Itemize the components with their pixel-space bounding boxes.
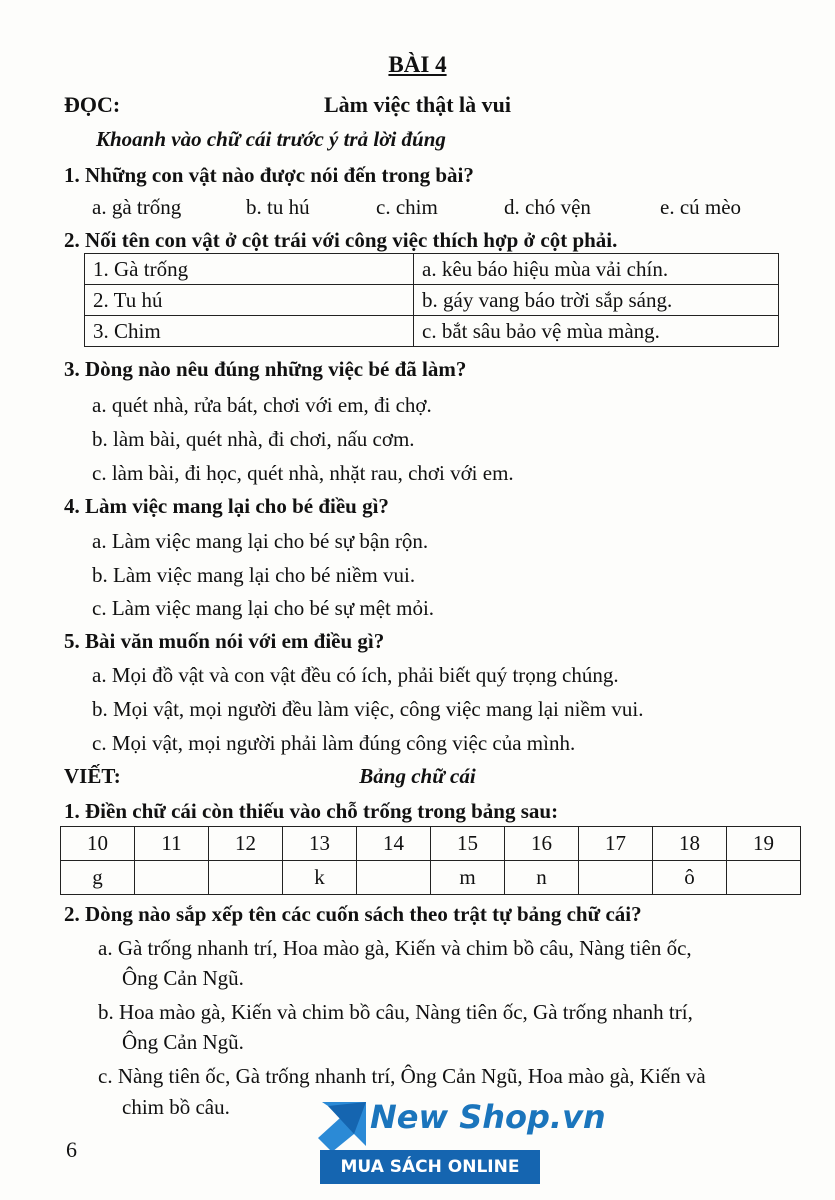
question-5: 5. Bài văn muốn nói với em điều gì? — [64, 629, 385, 653]
w2-option-b: b. Hoa mào gà, Kiến và chim bồ câu, Nàng tiên ốc, Gà trống nhanh trí, — [98, 1000, 693, 1024]
letter-blank-cell[interactable] — [578, 861, 652, 895]
question-1: 1. Những con vật nào được nói đến trong bài? — [64, 163, 474, 187]
alphabet-table — [60, 826, 801, 895]
letter-row — [61, 861, 801, 895]
number-cell: 11 — [135, 827, 209, 861]
animal-cell: 3. Chim — [85, 316, 414, 347]
number-cell: 18 — [652, 827, 726, 861]
number-row — [61, 827, 801, 861]
q3-option: a. quét nhà, rửa bát, chơi với em, đi chợ. — [92, 393, 432, 417]
q5-option: b. Mọi vật, mọi người đều làm việc, công việc mang lại niềm vui. — [92, 697, 644, 721]
number-cell: 12 — [208, 827, 282, 861]
table-row — [85, 254, 779, 285]
number-cell: 13 — [282, 827, 356, 861]
letter-cell: m — [430, 861, 504, 895]
w2-option-c-cont: chim bồ câu. — [122, 1095, 230, 1119]
animal-cell: 1. Gà trống — [85, 254, 414, 285]
table-row — [85, 316, 779, 347]
w2-option-c: c. Nàng tiên ốc, Gà trống nhanh trí, Ông Cản Ngũ, Hoa mào gà, Kiến và — [98, 1064, 706, 1088]
job-cell: a. kêu báo hiệu mùa vải chín. — [414, 254, 779, 285]
letter-cell: n — [504, 861, 578, 895]
number-cell: 15 — [430, 827, 504, 861]
matching-table — [84, 253, 779, 347]
reading-title: Làm việc thật là vui — [324, 92, 511, 117]
letter-cell: ô — [652, 861, 726, 895]
animal-cell: 2. Tu hú — [85, 285, 414, 316]
writing-question-2: 2. Dòng nào sắp xếp tên các cuốn sách theo trật tự bảng chữ cái? — [64, 902, 642, 926]
number-cell: 14 — [356, 827, 430, 861]
number-cell: 16 — [504, 827, 578, 861]
letter-blank-cell[interactable] — [726, 861, 800, 895]
letter-cell: g — [61, 861, 135, 895]
number-cell: 19 — [726, 827, 800, 861]
w2-option-a-cont: Ông Cản Ngũ. — [122, 966, 244, 990]
writing-label: VIẾT: — [64, 764, 121, 788]
reading-label: ĐỌC: — [64, 92, 121, 117]
letter-blank-cell[interactable] — [356, 861, 430, 895]
q3-option: b. làm bài, quét nhà, đi chơi, nấu cơm. — [92, 427, 415, 451]
logo-brand: New Shop.vn — [370, 1098, 606, 1136]
q3-option: c. làm bài, đi học, quét nhà, nhặt rau, chơi với em. — [92, 461, 514, 485]
w2-option-b-cont: Ông Cản Ngũ. — [122, 1030, 244, 1054]
arrow-icon — [318, 1094, 374, 1150]
reading-instruction: Khoanh vào chữ cái trước ý trả lời đúng — [96, 127, 446, 151]
q5-option: c. Mọi vật, mọi người phải làm đúng công việc của mình. — [92, 731, 576, 755]
question-3: 3. Dòng nào nêu đúng những việc bé đã làm? — [64, 357, 467, 381]
q1-option: a. gà trống — [92, 195, 182, 219]
number-cell: 10 — [61, 827, 135, 861]
job-cell: b. gáy vang báo trời sắp sáng. — [414, 285, 779, 316]
lesson-title: BÀI 4 — [388, 52, 447, 77]
q1-option: c. chim — [376, 195, 438, 219]
q4-option: b. Làm việc mang lại cho bé niềm vui. — [92, 563, 416, 587]
letter-cell: k — [282, 861, 356, 895]
table-row — [85, 285, 779, 316]
q4-option: c. Làm việc mang lại cho bé sự mệt mỏi. — [92, 596, 435, 620]
q1-option: d. chó vện — [504, 195, 591, 219]
job-cell: c. bắt sâu bảo vệ mùa màng. — [414, 316, 779, 347]
q1-option: b. tu hú — [246, 195, 310, 219]
letter-blank-cell[interactable] — [135, 861, 209, 895]
newshop-logo — [318, 1094, 606, 1188]
writing-question-1: 1. Điền chữ cái còn thiếu vào chỗ trống trong bảng sau: — [64, 799, 559, 823]
question-4: 4. Làm việc mang lại cho bé điều gì? — [64, 494, 389, 518]
w2-option-a: a. Gà trống nhanh trí, Hoa mào gà, Kiến và chim bồ câu, Nàng tiên ốc, — [98, 936, 692, 960]
number-cell: 17 — [578, 827, 652, 861]
writing-title: Bảng chữ cái — [359, 764, 476, 788]
q1-option: e. cú mèo — [660, 195, 742, 219]
q4-option: a. Làm việc mang lại cho bé sự bận rộn. — [92, 529, 429, 553]
q5-option: a. Mọi đồ vật và con vật đều có ích, phải biết quý trọng chúng. — [92, 663, 619, 687]
letter-blank-cell[interactable] — [208, 861, 282, 895]
page-number: 6 — [66, 1137, 77, 1162]
logo-tagline: MUA SÁCH ONLINE — [320, 1150, 540, 1184]
question-2: 2. Nối tên con vật ở cột trái với công việc thích hợp ở cột phải. — [64, 228, 618, 252]
